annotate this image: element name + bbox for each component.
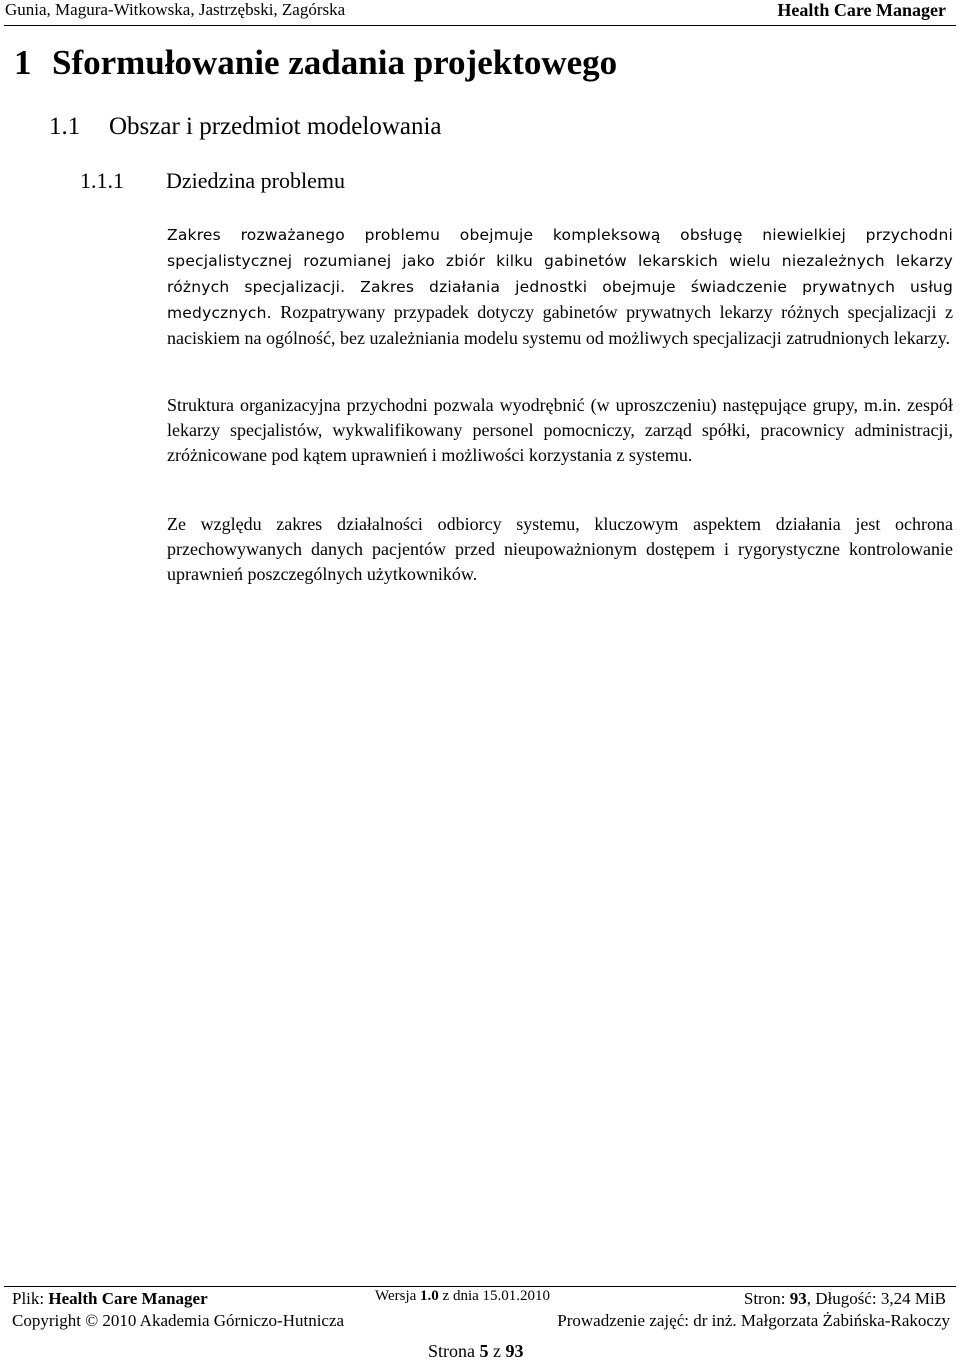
page-header xyxy=(0,0,960,24)
footer-length: , Długość: 3,24 MiB xyxy=(806,1289,946,1308)
page-of: z xyxy=(493,1341,501,1361)
page-label: Strona xyxy=(428,1341,475,1361)
page-total: 93 xyxy=(505,1341,524,1361)
paragraph-data-protection: Ze względu zakres działalności odbiorcy systemu, kluczowym aspektem działania jest ochrona przechowywanych danych pacjentów przed nieupoważnionym dostępem i rygorystyczne kontrolowanie uprawnień poszczególnych użytkowników. xyxy=(167,514,953,584)
footer-version-label: Wersja xyxy=(375,1288,417,1304)
footer-pages-label: Stron: xyxy=(743,1289,786,1308)
heading-3-number: 1.1.1 xyxy=(80,168,124,193)
heading-1-text: Sformułowanie zadania projektowego xyxy=(52,43,618,82)
footer-divider xyxy=(4,1286,956,1287)
paragraph-1-part-2: Rozpatrywany przypadek dotyczy gabinetów prywatnych lekarzy różnych specjalizacji z naciskiem na ogólność, bez uzależniania modelu systemu od możliwych specjalizacji zatrudnionych lekarzy. xyxy=(167,302,953,348)
heading-level-2 xyxy=(49,113,442,141)
heading-3-text: Dziedzina problemu xyxy=(166,168,345,193)
footer-document-stats xyxy=(744,1289,946,1309)
header-authors: Gunia, Magura-Witkowska, Jastrzębski, Zagórska xyxy=(5,0,346,19)
paragraph-problem-scope xyxy=(167,222,953,351)
paragraph-organization-structure: Struktura organizacyjna przychodni pozwala wyodrębnić (w uproszczeniu) następujące grupy, m.in. zespół lekarzy specjalistów, wykwalifikowany personel pomocniczy, zarząd spółki, pracownicy administracji, zróżnicowane pod kątem uprawnień i możliwości korzystania z systemu. xyxy=(167,395,953,465)
heading-level-1 xyxy=(14,43,617,83)
footer-file-label: Plik: xyxy=(12,1289,45,1308)
heading-2-text: Obszar i przedmiot modelowania xyxy=(109,113,442,140)
heading-level-3 xyxy=(80,168,345,194)
heading-2-number: 1.1 xyxy=(49,113,81,140)
footer-pages-value: 93 xyxy=(789,1289,807,1308)
paragraph-1-part-1: Zakres rozważanego problemu obejmuje kompleksową obsługę niewielkiej przychodni specjalistycznej rozumianej jako zbiór kilku gabinetów lekarskich wielu niezależnych lekarzy różnych specjalizacji. Zakres działania jednostki obejmuje świadczenie prywatnych usług medycznych. xyxy=(167,226,953,322)
footer-page-number xyxy=(428,1341,524,1362)
footer-course-lead: Prowadzenie zajęć: dr inż. Małgorzata Żabińska-Rakoczy xyxy=(557,1311,950,1330)
footer-copyright: Copyright © 2010 Akademia Górniczo-Hutnicza xyxy=(12,1311,345,1330)
footer-version-number: 1.0 xyxy=(420,1288,439,1304)
header-title: Health Care Manager xyxy=(777,0,946,20)
footer-file-name: Health Care Manager xyxy=(48,1289,208,1308)
footer-file xyxy=(12,1289,208,1309)
footer-version-date: z dnia 15.01.2010 xyxy=(442,1288,551,1304)
page-current: 5 xyxy=(479,1341,489,1361)
heading-1-number: 1 xyxy=(14,43,32,82)
header-divider xyxy=(4,25,956,26)
footer-version xyxy=(375,1288,550,1305)
